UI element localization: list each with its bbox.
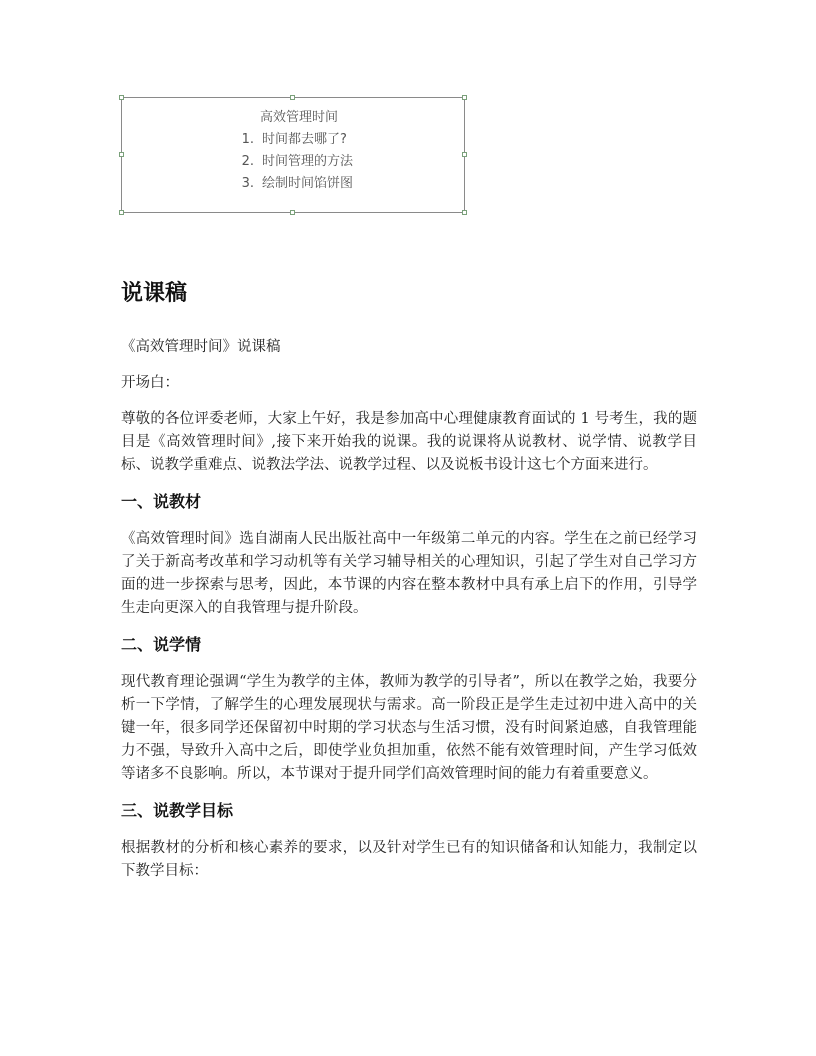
lesson-subtitle: 《高效管理时间》说课稿	[121, 339, 281, 355]
opening-paragraph: 尊敬的各位评委老师，大家上午好，我是参加高中心理健康教育面试的 1 号考生，我的题目是《高效管理时间》,接下来开始我的说课。我的说课将从说教材、说学情、说教学目标、说教学重难点、说教法学法、说教学过程、以及说板书设计这七个方面来进行。	[121, 411, 697, 473]
resize-handle-top[interactable]	[290, 95, 295, 100]
resize-handle-bottom-right[interactable]	[462, 210, 467, 215]
document-body	[121, 278, 697, 896]
section-heading-textbook: 一、说教材	[121, 492, 202, 511]
resize-handle-bottom[interactable]	[290, 210, 295, 215]
board-design-textbox[interactable]	[121, 97, 465, 213]
section-paragraph-students: 现代教育理论强调“学生为教学的主体，教师为教学的引导者”，所以在教学之始，我要分析一下学情，了解学生的心理发展现状与需求。高一阶段正是学生走过初中进入高中的关键一年，很多同学还保留初中时期的学习状态与生活习惯，没有时间紧迫感，自我管理能力不强，导致升入高中之后，即使学业负担加重，依然不能有效管理时间，产生学习低效等诸多不良影响。所以，本节课对于提升同学们高效管理时间的能力有着重要意义。	[121, 674, 697, 782]
board-content	[122, 107, 464, 195]
document-title: 说课稿	[121, 281, 188, 306]
resize-handle-top-right[interactable]	[462, 95, 467, 100]
resize-handle-bottom-left[interactable]	[119, 210, 124, 215]
board-item-number: 3.	[241, 176, 254, 191]
board-title: 高效管理时间	[259, 110, 338, 125]
board-item-number: 1.	[241, 132, 254, 147]
board-item-text: 时间管理的方法	[262, 154, 354, 169]
board-item-text: 时间都去哪了?	[262, 132, 347, 147]
board-item	[234, 173, 464, 195]
board-item-number: 2.	[241, 154, 254, 169]
section-paragraph-textbook: 《高效管理时间》选自湖南人民出版社高中一年级第二单元的内容。学生在之前已经学习了关于新高考改革和学习动机等有关学习辅导相关的心理知识，引起了学生对自己学习方面的进一步探索与思考，因此，本节课的内容在整本教材中具有承上启下的作用，引导学生走向更深入的自我管理与提升阶段。	[121, 531, 697, 616]
resize-handle-top-left[interactable]	[119, 95, 124, 100]
section-heading-students: 二、说学情	[121, 635, 202, 654]
section-paragraph-objectives: 根据教材的分析和核心素养的要求，以及针对学生已有的知识储备和认知能力，我制定以下教学目标：	[121, 840, 697, 879]
board-item	[234, 151, 464, 173]
board-item	[234, 129, 464, 151]
section-heading-objectives: 三、说教学目标	[121, 801, 234, 820]
opening-label: 开场白：	[121, 375, 179, 391]
board-item-text: 绘制时间馅饼图	[262, 176, 354, 191]
